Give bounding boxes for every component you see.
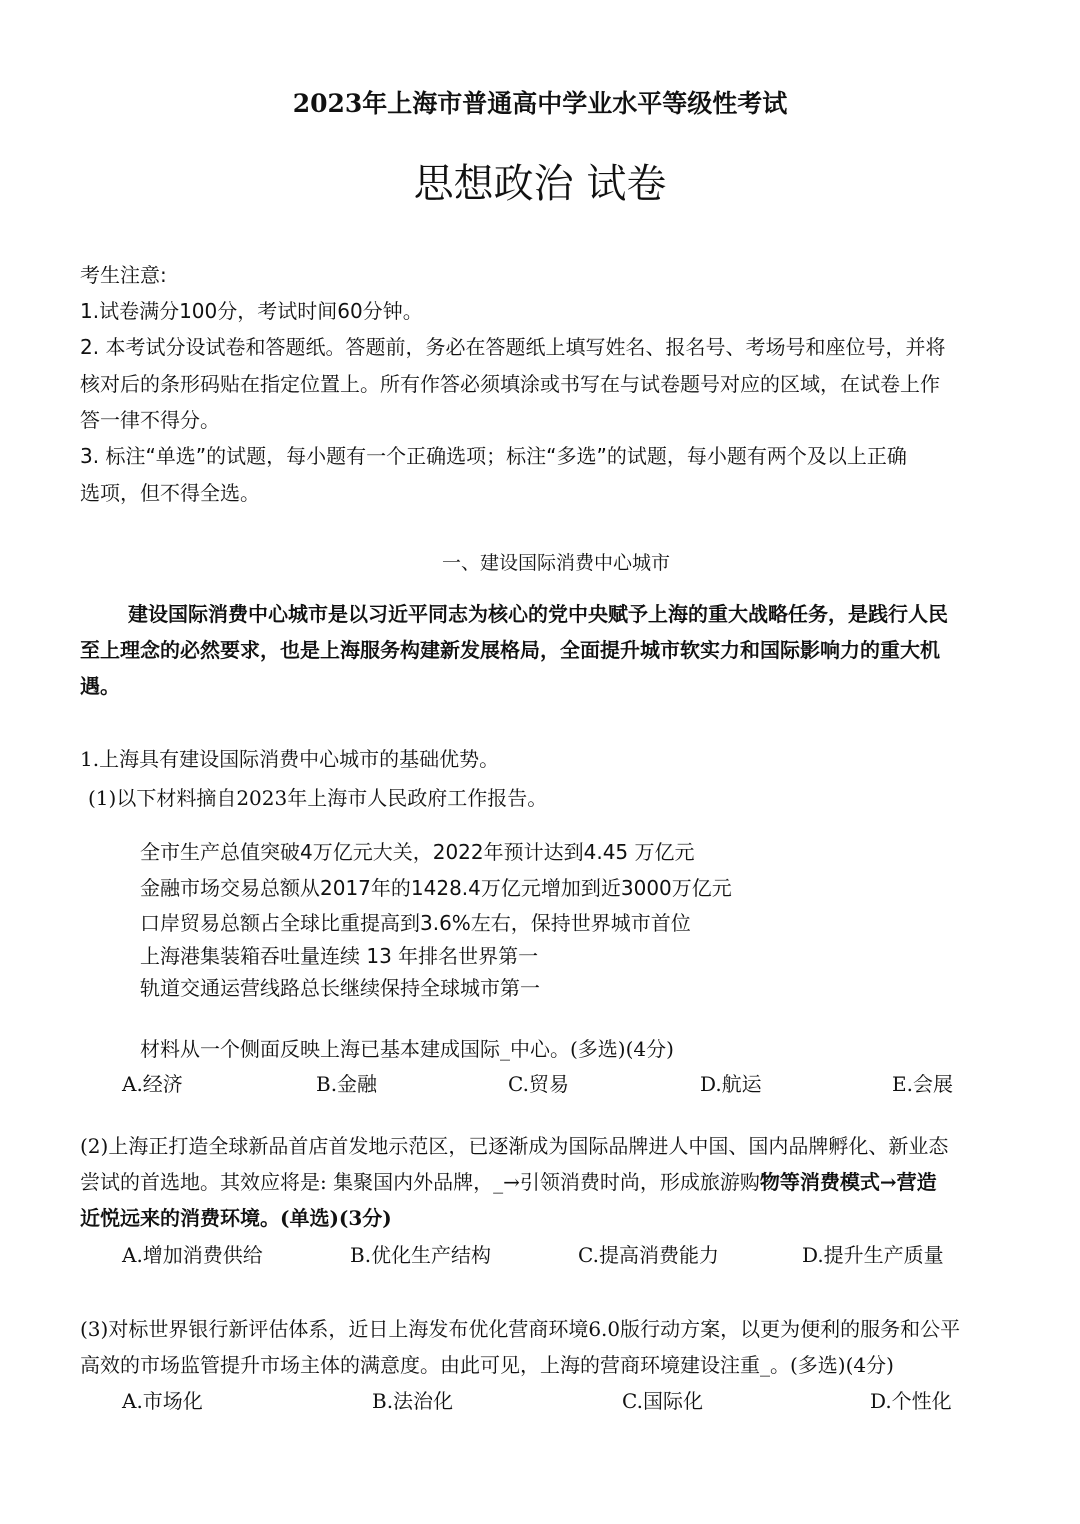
question-1-2-line-1: (2)上海正打造全球新品首店首发地示范区，已逐渐成为国际品牌进人中国、国内品牌孵化、新业态 (80, 1134, 949, 1158)
option-e[interactable]: E.会展 (892, 1072, 953, 1096)
option-a[interactable]: A.经济 (122, 1072, 183, 1096)
section-intro-line-3: 遇。 (80, 674, 120, 698)
question-1-stem: 1.上海具有建设国际消费中心城市的基础优势。 (80, 747, 500, 771)
notice-item-2-line-3: 答一律不得分。 (80, 408, 220, 432)
option-a[interactable]: A.市场化 (122, 1389, 203, 1413)
section-intro-line-2: 至上理念的必然要求，也是上海服务构建新发展格局，全面提升城市软实力和国际影响力的重大机 (80, 638, 940, 662)
notice-heading: 考生注意: (80, 263, 167, 287)
option-d[interactable]: D.提升生产质量 (802, 1243, 944, 1267)
notice-item-1: 1.试卷满分100分，考试时间60分钟。 (80, 299, 423, 323)
material-line: 上海港集装箱吞吐量连续 13 年排名世界第一 (140, 944, 539, 968)
material-line: 金融市场交易总额从2017年的1428.4万亿元增加到近3000万亿元 (140, 876, 732, 900)
notice-item-2-line-2: 核对后的条形码贴在指定位置上。所有作答必须填涂或书写在与试卷题号对应的区域，在试卷上作 (80, 372, 940, 396)
option-b[interactable]: B.金融 (316, 1072, 378, 1096)
question-1-1-prompt: 材料从一个侧面反映上海已基本建成国际_中心。(多选)(4分) (140, 1037, 674, 1061)
option-c[interactable]: C.提高消费能力 (578, 1243, 719, 1267)
material-line: 全市生产总值突破4万亿元大关，2022年预计达到4.45 万亿元 (140, 840, 695, 864)
material-line: 轨道交通运营线路总长继续保持全球城市第一 (140, 976, 540, 1000)
question-1-2-line-2 (80, 1166, 937, 1195)
exam-title: 2023年上海市普通高中学业水平等级性考试 (292, 89, 788, 118)
question-1-2-line-2-bold: 物等消费模式→营造 (759, 1170, 937, 1194)
option-b[interactable]: B.法治化 (372, 1389, 454, 1413)
question-1-3-line-1: (3)对标世界银行新评估体系，近日上海发布优化营商环境6.0版行动方案，以更为便利的服务和公平 (80, 1317, 961, 1341)
notice-item-3-line-2: 选项，但不得全选。 (80, 481, 260, 505)
option-b[interactable]: B.优化生产结构 (350, 1243, 492, 1267)
paper-title: 思想政治 试卷 (413, 161, 667, 207)
section-title: 一、建设国际消费中心城市 (441, 552, 670, 574)
section-intro-line-1: 建设国际消费中心城市是以习近平同志为核心的党中央赋予上海的重大战略任务，是践行人民 (128, 602, 948, 626)
notice-item-2-line-1: 2. 本考试分设试卷和答题纸。答题前，务必在答题纸上填写姓名、报名号、考场号和座位号，并将 (80, 335, 946, 359)
option-a[interactable]: A.增加消费供给 (122, 1243, 263, 1267)
material-line: 口岸贸易总额占全球比重提高到3.6%左右，保持世界城市首位 (140, 911, 691, 935)
question-1-2-line-2-normal: 尝试的首选地。其效应将是: 集聚国内外品牌，_→引领消费时尚，形成旅游购 (80, 1170, 760, 1194)
option-d[interactable]: D.个性化 (870, 1389, 952, 1413)
option-c[interactable]: C.国际化 (622, 1389, 703, 1413)
notice-item-3-line-1: 3. 标注“单选”的试题，每小题有一个正确选项；标注“多选”的试题，每小题有两个及以上正确 (80, 444, 907, 468)
question-1-2-line-3: 近悦远来的消费环境。(单选)(3分) (80, 1206, 392, 1230)
question-1-1-intro: (1)以下材料摘自2023年上海市人民政府工作报告。 (88, 786, 548, 810)
question-1-3-line-2: 高效的市场监管提升市场主体的满意度。由此可见，上海的营商环境建设注重_。(多选)(4分) (80, 1353, 894, 1377)
option-d[interactable]: D.航运 (700, 1072, 762, 1096)
option-c[interactable]: C.贸易 (508, 1072, 569, 1096)
